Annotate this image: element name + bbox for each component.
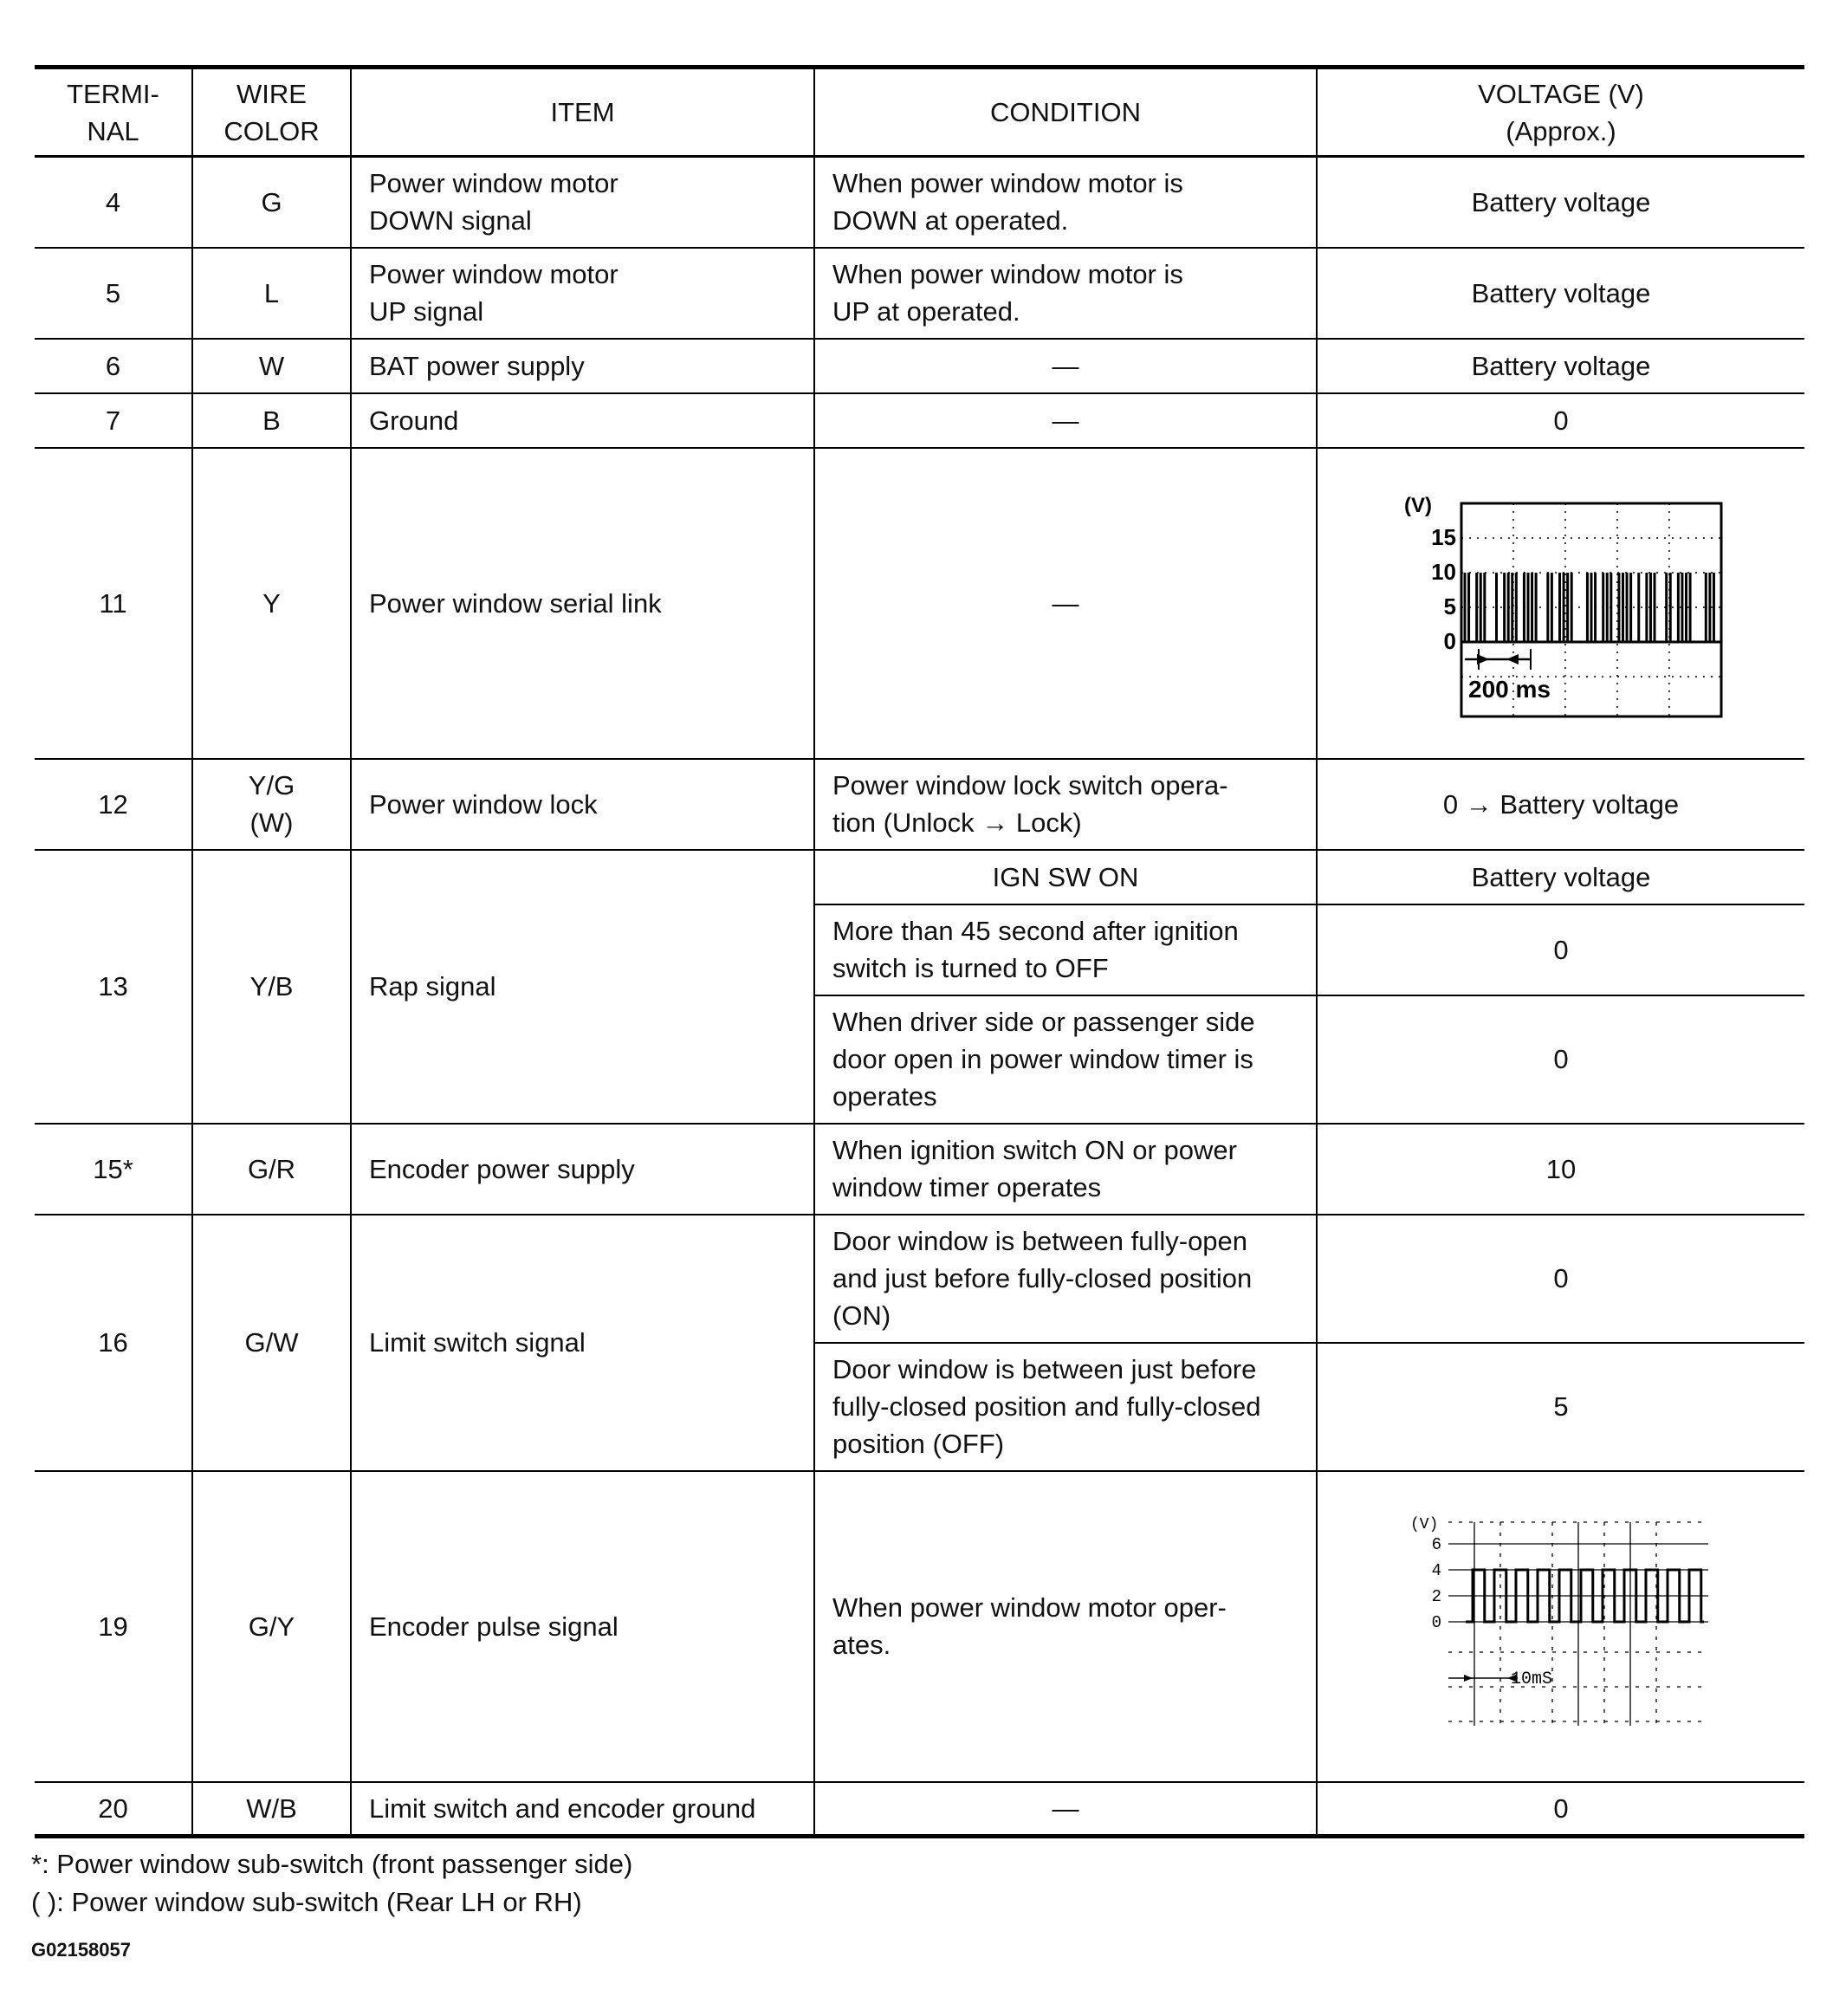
footnote-sub-switch-front: *: Power window sub-switch (front passenger side) <box>31 1849 633 1879</box>
waveform-unit-label: (V) <box>1410 1516 1439 1533</box>
waveform-y-tick: 2 <box>1431 1587 1441 1606</box>
terminal-cell: 13 <box>35 850 192 1124</box>
waveform-y-tick: 0 <box>1431 1613 1441 1632</box>
terminal-cell: 15* <box>35 1124 192 1215</box>
item-cell: Limit switch and encoder ground <box>351 1782 814 1837</box>
voltage-cell: 0 <box>1317 904 1804 995</box>
wire-color-cell: G/R <box>192 1124 351 1215</box>
voltage-cell: Battery voltage <box>1317 248 1804 339</box>
voltage-cell: 0 <box>1317 1782 1804 1837</box>
item-cell: Power window serial link <box>351 448 814 759</box>
figure-code: G02158057 <box>31 1939 131 1961</box>
condition-cell: More than 45 second after ignition switch is turned to OFF <box>814 904 1317 995</box>
item-cell: Power window lock <box>351 759 814 850</box>
voltage-cell: 0 <box>1317 995 1804 1124</box>
waveform-y-tick: 0 <box>1443 628 1456 654</box>
header-terminal: TERMI- NAL <box>35 68 192 157</box>
table-row <box>35 850 1804 904</box>
condition-cell: When power window motor is DOWN at operated. <box>814 157 1317 248</box>
voltage-cell: 0 <box>1317 393 1804 448</box>
terminal-cell: 4 <box>35 157 192 248</box>
item-cell: Power window motor DOWN signal <box>351 157 814 248</box>
terminal-cell: 20 <box>35 1782 192 1837</box>
header-wire-color: WIRE COLOR <box>192 68 351 157</box>
serial-pulse-train <box>1465 573 1713 642</box>
condition-cell: IGN SW ON <box>814 850 1317 904</box>
item-cell: Limit switch signal <box>351 1215 814 1471</box>
condition-cell: Power window lock switch opera- tion (Unlock → Lock) <box>814 759 1317 850</box>
table-row <box>35 448 1804 759</box>
item-cell: Encoder pulse signal <box>351 1471 814 1782</box>
voltage-cell <box>1317 448 1804 759</box>
condition-cell: When ignition switch ON or power window timer operates <box>814 1124 1317 1215</box>
condition-cell: When driver side or passenger side door open in power window timer is operates <box>814 995 1317 1124</box>
terminal-cell: 11 <box>35 448 192 759</box>
waveform-y-tick: 10 <box>1431 559 1456 585</box>
waveform-y-tick: 6 <box>1431 1535 1441 1554</box>
wire-color-cell: L <box>192 248 351 339</box>
wire-color-cell: B <box>192 393 351 448</box>
condition-cell: When power window motor is UP at operated. <box>814 248 1317 339</box>
condition-cell: — <box>814 339 1317 393</box>
condition-cell: When power window motor oper- ates. <box>814 1471 1317 1782</box>
wire-color-cell: Y/B <box>192 850 351 1124</box>
table-row <box>35 1124 1804 1215</box>
item-cell: Encoder power supply <box>351 1124 814 1215</box>
terminal-cell: 19 <box>35 1471 192 1782</box>
table-row <box>35 1782 1804 1837</box>
voltage-cell: Battery voltage <box>1317 339 1804 393</box>
table-row <box>35 1471 1804 1782</box>
voltage-cell: Battery voltage <box>1317 850 1804 904</box>
voltage-cell: 0 <box>1317 1215 1804 1343</box>
terminal-table <box>35 65 1804 1838</box>
condition-cell: — <box>814 393 1317 448</box>
condition-cell: Door window is between fully-open and just before fully-closed position (ON) <box>814 1215 1317 1343</box>
voltage-cell <box>1317 1471 1804 1782</box>
waveform-y-tick: 4 <box>1431 1561 1441 1580</box>
wire-color-cell: Y/G (W) <box>192 759 351 850</box>
footnote-sub-switch-rear: ( ): Power window sub-switch (Rear LH or RH) <box>31 1887 582 1917</box>
table-row <box>35 759 1804 850</box>
table-row <box>35 248 1804 339</box>
terminal-cell: 16 <box>35 1215 192 1471</box>
item-cell: Rap signal <box>351 850 814 1124</box>
table-row <box>35 157 1804 248</box>
terminal-cell: 6 <box>35 339 192 393</box>
wire-color-cell: G/Y <box>192 1471 351 1782</box>
wire-color-cell: W <box>192 339 351 393</box>
waveform-time-label: 10mS <box>1511 1669 1553 1689</box>
item-cell: BAT power supply <box>351 339 814 393</box>
condition-cell: Door window is between just before fully-closed position and fully-closed position (OFF) <box>814 1343 1317 1471</box>
encoder-pulse-waveform <box>1405 1509 1717 1743</box>
voltage-cell: 5 <box>1317 1343 1804 1471</box>
item-cell: Power window motor UP signal <box>351 248 814 339</box>
table-row <box>35 1215 1804 1343</box>
waveform-y-tick: 15 <box>1431 524 1456 550</box>
waveform-unit-label: (V) <box>1404 494 1432 517</box>
header-condition: CONDITION <box>814 68 1317 157</box>
voltage-cell: 0 → Battery voltage <box>1317 759 1804 850</box>
wire-color-cell: G <box>192 157 351 248</box>
waveform-time-label: 200 ms <box>1468 676 1551 703</box>
wire-color-cell: G/W <box>192 1215 351 1471</box>
item-cell: Ground <box>351 393 814 448</box>
terminal-cell: 12 <box>35 759 192 850</box>
terminal-cell: 5 <box>35 248 192 339</box>
waveform-y-tick: 5 <box>1443 593 1456 619</box>
header-item: ITEM <box>351 68 814 157</box>
table-header-row <box>35 68 1804 157</box>
wire-color-cell: Y <box>192 448 351 759</box>
header-voltage: VOLTAGE (V) (Approx.) <box>1317 68 1804 157</box>
voltage-cell: Battery voltage <box>1317 157 1804 248</box>
serial-link-waveform <box>1392 486 1730 720</box>
condition-cell: — <box>814 1782 1317 1837</box>
table-row <box>35 339 1804 393</box>
terminal-cell: 7 <box>35 393 192 448</box>
wire-color-cell: W/B <box>192 1782 351 1837</box>
table-row <box>35 393 1804 448</box>
condition-cell: — <box>814 448 1317 759</box>
voltage-cell: 10 <box>1317 1124 1804 1215</box>
